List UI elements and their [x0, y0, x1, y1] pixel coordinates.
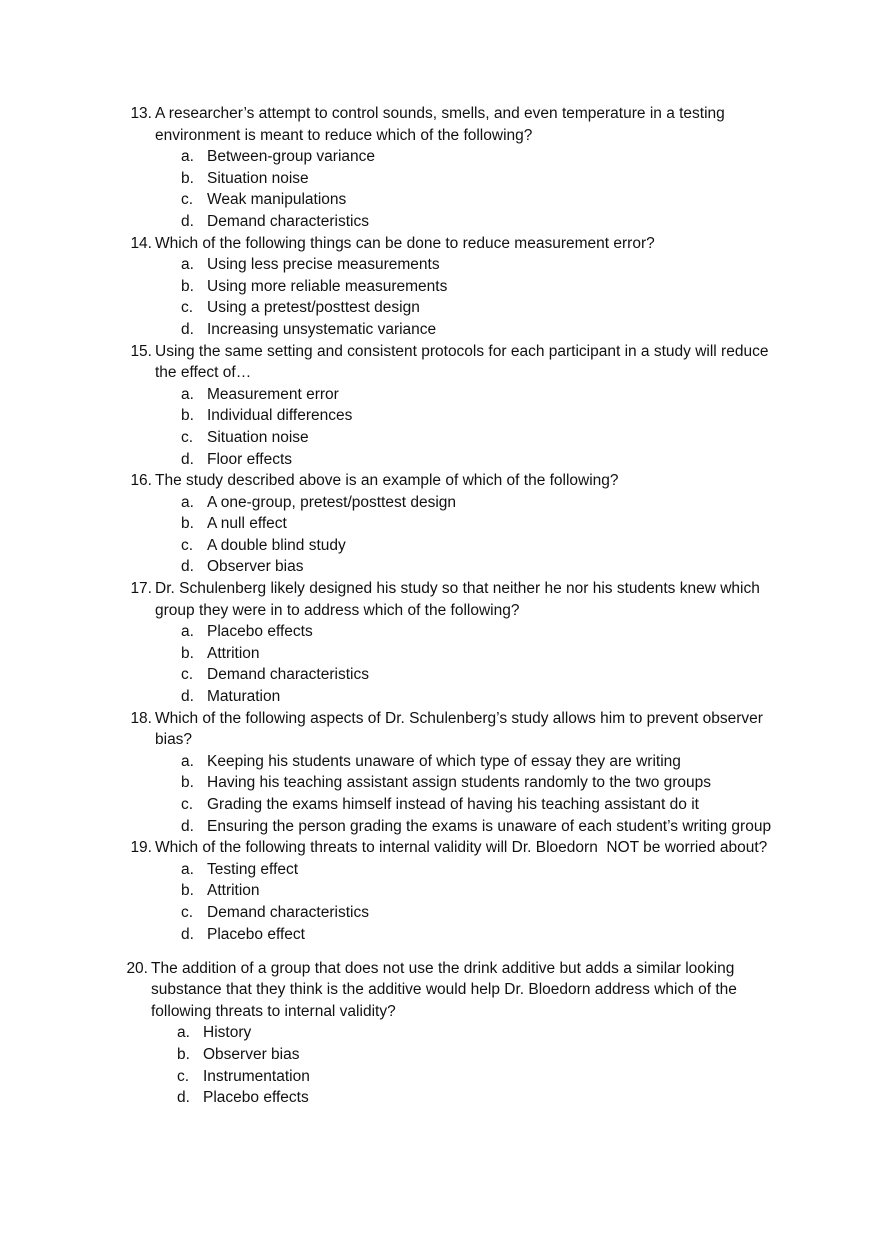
option-text: Observer bias [207, 558, 304, 576]
answer-option [151, 1022, 776, 1044]
answer-option [155, 276, 780, 298]
answer-option [155, 319, 780, 341]
option-letter: a. [181, 623, 194, 641]
option-text: Floor effects [207, 450, 293, 468]
option-text: A one-group, pretest/posttest design [207, 493, 457, 511]
option-letter: d. [177, 1089, 190, 1107]
answer-options [155, 859, 780, 945]
answer-option [155, 535, 780, 557]
question [0, 341, 780, 471]
option-text: History [203, 1024, 252, 1042]
answer-option [155, 880, 780, 902]
question-number: 16. [130, 472, 152, 490]
option-text: Increasing unsystematic variance [207, 320, 437, 338]
option-letter: d. [181, 320, 194, 338]
answer-option [155, 146, 780, 168]
option-text: Weak manipulations [207, 191, 347, 209]
answer-option [155, 686, 780, 708]
answer-option [155, 513, 780, 535]
option-text: Maturation [207, 688, 281, 706]
question-text: Dr. Schulenberg likely designed his study so that neither he nor his students knew which group they were in to address which of the following? [155, 580, 765, 619]
answer-option [151, 1066, 776, 1088]
answer-option [155, 902, 780, 924]
answer-options [155, 621, 780, 707]
option-letter: d. [181, 925, 194, 943]
question-number: 14. [130, 234, 152, 252]
answer-options [155, 254, 780, 340]
question [0, 103, 780, 233]
option-text: Using a pretest/posttest design [207, 299, 420, 317]
answer-option [155, 556, 780, 578]
option-letter: a. [181, 148, 194, 166]
answer-option [155, 492, 780, 514]
option-letter: c. [181, 299, 194, 317]
option-text: Using less precise measurements [207, 256, 440, 274]
option-letter: d. [181, 817, 194, 835]
answer-option [155, 924, 780, 946]
question-number: 15. [130, 342, 152, 360]
option-letter: d. [181, 450, 194, 468]
option-text: Placebo effects [203, 1089, 309, 1107]
answer-option [155, 297, 780, 319]
question-text: The study described above is an example of which of the following? [155, 472, 619, 490]
answer-option [155, 427, 780, 449]
option-letter: b. [181, 515, 194, 533]
answer-options [155, 146, 780, 232]
answer-options [151, 1022, 776, 1108]
option-text: Instrumentation [203, 1067, 310, 1085]
option-text: Having his teaching assistant assign students randomly to the two groups [207, 774, 712, 792]
option-text: Observer bias [203, 1046, 300, 1064]
question-list [0, 103, 880, 1109]
answer-options [155, 492, 780, 578]
option-text: Situation noise [207, 169, 309, 187]
option-letter: a. [181, 860, 194, 878]
question-number: 18. [130, 709, 152, 727]
option-letter: a. [181, 256, 194, 274]
answer-option [155, 384, 780, 406]
option-letter: c. [181, 536, 194, 554]
answer-options [155, 751, 780, 837]
answer-option [155, 751, 780, 773]
answer-option [155, 794, 780, 816]
answer-option [155, 254, 780, 276]
option-letter: b. [181, 169, 194, 187]
answer-option [151, 1087, 776, 1109]
question [0, 837, 780, 945]
answer-option [155, 859, 780, 881]
option-letter: b. [181, 277, 194, 295]
option-letter: d. [181, 688, 194, 706]
answer-option [151, 1044, 776, 1066]
option-letter: b. [181, 882, 194, 900]
option-letter: a. [181, 385, 194, 403]
answer-option [155, 772, 780, 794]
option-text: Between-group variance [207, 148, 376, 166]
question [0, 233, 780, 341]
option-letter: d. [181, 558, 194, 576]
option-text: Ensuring the person grading the exams is unaware of each student’s writing group [207, 817, 772, 835]
question [0, 708, 780, 838]
option-text: Measurement error [207, 385, 339, 403]
option-letter: b. [181, 407, 194, 425]
option-text: Situation noise [207, 428, 309, 446]
option-letter: d. [181, 212, 194, 230]
question [0, 578, 780, 708]
answer-option [155, 168, 780, 190]
option-text: Keeping his students unaware of which type of essay they are writing [207, 752, 681, 770]
option-text: Individual differences [207, 407, 353, 425]
option-text: Demand characteristics [207, 903, 369, 921]
answer-option [155, 621, 780, 643]
question-text: The addition of a group that does not use the drink additive but adds a similar looking substance that they think is the additive would help Dr. Bloedorn address which of the following threats to internal validity? [151, 959, 742, 1020]
answer-option [155, 816, 780, 838]
option-letter: c. [177, 1067, 190, 1085]
option-letter: c. [181, 666, 194, 684]
option-text: A double blind study [207, 536, 346, 554]
option-text: Attrition [207, 644, 260, 662]
answer-option [155, 664, 780, 686]
question-text: Which of the following threats to internal validity will Dr. Bloedorn NOT be worried about? [155, 839, 768, 857]
option-letter: c. [181, 191, 194, 209]
question-text: Which of the following things can be done to reduce measurement error? [155, 234, 655, 252]
question-number: 17. [130, 580, 152, 598]
option-letter: a. [181, 752, 194, 770]
question-number: 13. [130, 105, 152, 122]
option-letter: a. [181, 493, 194, 511]
question-text: Which of the following aspects of Dr. Schulenberg’s study allows him to prevent observer bias? [155, 709, 768, 749]
option-text: Demand characteristics [207, 666, 369, 684]
answer-option [155, 449, 780, 471]
question [0, 958, 776, 1109]
answer-option [155, 405, 780, 427]
question-text: A researcher’s attempt to control sounds, smells, and even temperature in a testing environment is meant to reduce which of the following? [155, 105, 730, 144]
option-text: A null effect [207, 515, 287, 533]
option-letter: c. [181, 796, 194, 813]
option-letter: a. [177, 1024, 190, 1042]
question [0, 470, 780, 578]
option-letter: b. [181, 644, 194, 662]
option-text: Demand characteristics [207, 212, 369, 230]
option-text: Placebo effects [207, 623, 313, 641]
answer-options [155, 384, 780, 470]
option-text: Placebo effect [207, 925, 305, 943]
option-text: Using more reliable measurements [207, 277, 448, 295]
option-letter: c. [181, 903, 194, 921]
option-letter: c. [181, 428, 194, 446]
question-text: Using the same setting and consistent protocols for each participant in a study will reduce the effect of… [155, 342, 773, 382]
question-number: 20. [126, 959, 148, 977]
option-text: Grading the exams himself instead of having his teaching assistant do it [207, 796, 699, 813]
option-text: Attrition [207, 882, 260, 900]
option-text: Testing effect [207, 860, 299, 878]
question-number: 19. [130, 839, 152, 857]
answer-option [155, 211, 780, 233]
answer-option [155, 643, 780, 665]
answer-option [155, 189, 780, 211]
option-letter: b. [181, 774, 194, 792]
option-letter: b. [177, 1046, 190, 1064]
